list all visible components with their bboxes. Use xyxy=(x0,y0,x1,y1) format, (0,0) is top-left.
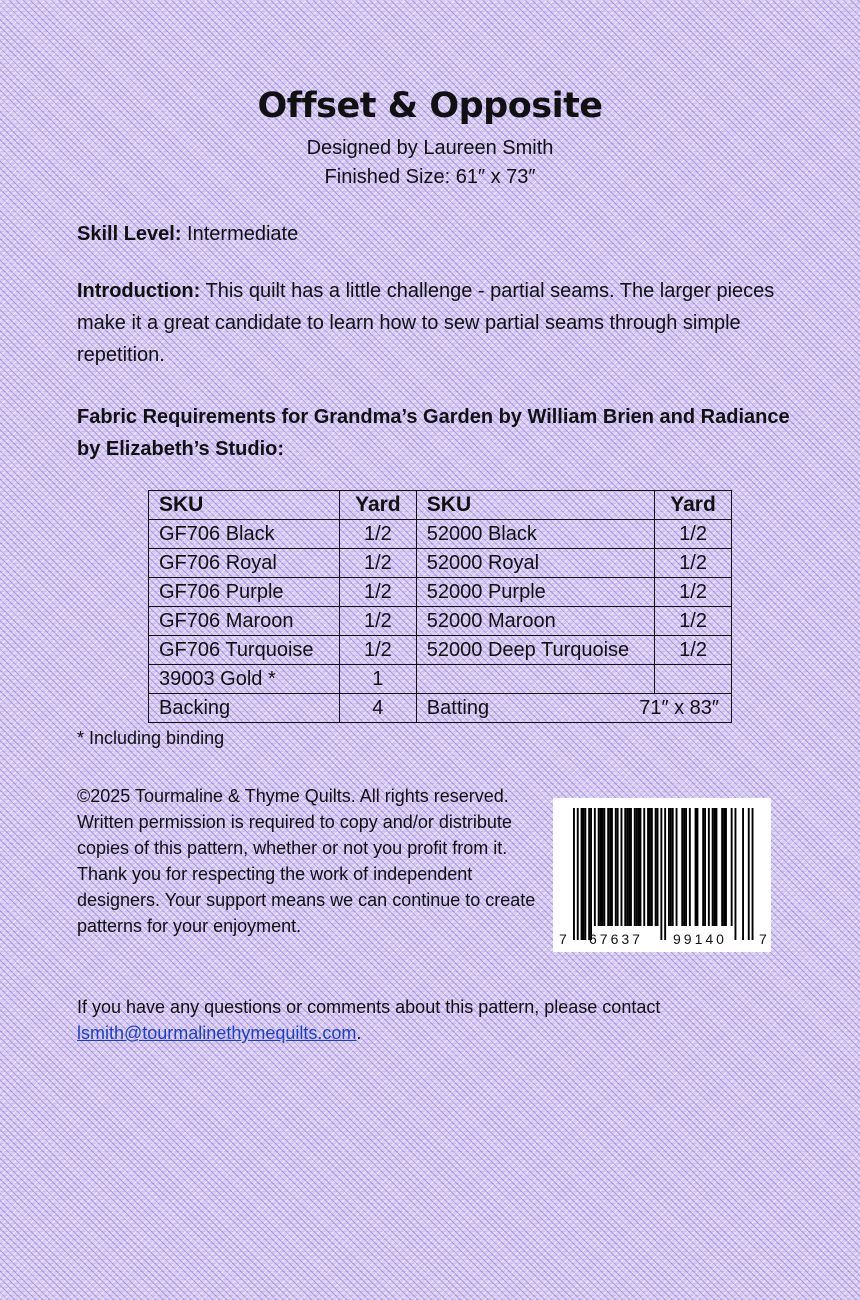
barcode-bar xyxy=(742,808,744,940)
barcode-bar xyxy=(735,808,737,940)
barcode-bar xyxy=(626,808,628,926)
table-footnote: * Including binding xyxy=(77,728,225,748)
barcode-bar xyxy=(607,808,609,926)
barcode-bar xyxy=(714,808,716,926)
barcode-bar xyxy=(670,808,672,926)
barcode-bar xyxy=(725,808,727,926)
contact-text: If you have any questions or comments about this pattern, please contact xyxy=(77,997,661,1017)
sku-cell: 52000 Royal xyxy=(416,549,654,578)
barcode-bar xyxy=(716,808,718,926)
table-row xyxy=(149,636,732,665)
yard-cell: 4 xyxy=(339,694,416,723)
yard-cell: 1/2 xyxy=(339,549,416,578)
barcode-bar xyxy=(708,808,710,926)
barcode-bar xyxy=(617,808,619,926)
barcode-check-digit: 7 xyxy=(759,931,767,947)
sku-cell: GF706 Turquoise xyxy=(149,636,340,665)
barcode-bar xyxy=(583,808,585,940)
sku-cell: GF706 Maroon xyxy=(149,607,340,636)
introduction xyxy=(77,275,807,371)
yard-cell: 1/2 xyxy=(339,578,416,607)
contact-end: . xyxy=(356,1023,362,1043)
yard-cell: 1/2 xyxy=(655,578,732,607)
barcode-bar xyxy=(621,808,623,926)
header-sku-1: SKU xyxy=(149,491,340,520)
yard-cell: 1 xyxy=(339,665,416,694)
barcode-bar xyxy=(681,808,683,926)
barcode-bar xyxy=(685,808,687,926)
batting-cell xyxy=(416,694,731,723)
barcode-bar xyxy=(651,808,653,926)
barcode-bar xyxy=(704,808,706,926)
barcode-bar xyxy=(603,808,605,926)
header-yard-2: Yard xyxy=(655,491,732,520)
designer-credit: Designed by Laureen Smith xyxy=(306,137,554,159)
barcode-bar xyxy=(676,808,678,926)
barcode-bar xyxy=(590,808,592,940)
sku-cell xyxy=(416,665,654,694)
yard-cell: 1/2 xyxy=(655,549,732,578)
barcode-bar xyxy=(630,808,632,926)
barcode-bar xyxy=(598,808,600,926)
upc-barcode xyxy=(553,798,771,952)
barcode-bar xyxy=(668,808,670,926)
sku-cell: GF706 Black xyxy=(149,520,340,549)
sku-cell: Backing xyxy=(149,694,340,723)
yard-cell: 1/2 xyxy=(339,520,416,549)
yard-cell: 1/2 xyxy=(655,607,732,636)
barcode-bar xyxy=(624,808,626,926)
table-row xyxy=(149,549,732,578)
barcode-bar xyxy=(672,808,674,926)
batting-size: 71″ x 83″ xyxy=(639,696,719,719)
skill-level-value: Intermediate xyxy=(181,223,299,245)
sku-cell: 52000 Deep Turquoise xyxy=(416,636,654,665)
barcode-bar xyxy=(649,808,651,926)
barcode-bar xyxy=(588,808,590,940)
barcode-first-digit: 7 xyxy=(559,931,567,947)
barcode-bar xyxy=(577,808,579,940)
barcode-bar xyxy=(615,808,617,926)
contact-info xyxy=(77,994,797,1046)
skill-level-label: Skill Level: xyxy=(77,223,182,245)
barcode-bar xyxy=(660,808,662,940)
barcode-bar xyxy=(664,808,666,940)
introduction-text: This quilt has a little challenge - partial seams. The larger pieces make it a great candidate to learn how to sew partial seams through simple repetition. xyxy=(77,280,775,366)
barcode-bar xyxy=(689,808,691,926)
contact-email-link[interactable]: lsmith@tourmalinethymequilts.com xyxy=(77,1023,357,1043)
barcode-bar xyxy=(640,808,642,926)
barcode-right-group: 99140 xyxy=(673,931,727,947)
barcode-bar xyxy=(655,808,657,926)
sku-cell: GF706 Purple xyxy=(149,578,340,607)
barcode-bar xyxy=(611,808,613,926)
table-row xyxy=(149,665,732,694)
copyright-notice: ©2025 Tourmaline & Thyme Quilts. All rights reserved. Written permission is required to copy and/or distribute copies of this pattern, whether or not you profit from it. Thank you for respecting the work of independent designers. Your support means we can continue to create patterns for your enjoyment. xyxy=(77,786,536,936)
barcode-bar xyxy=(712,808,714,926)
sku-cell: 52000 Maroon xyxy=(416,607,654,636)
table-row xyxy=(149,578,732,607)
barcode-bar xyxy=(647,808,649,926)
barcode-bar xyxy=(643,808,645,926)
barcode-bars xyxy=(553,798,771,952)
barcode-bar xyxy=(600,808,602,926)
barcode-bar xyxy=(584,808,586,940)
fabric-requirements-heading: Fabric Requirements for Grandma’s Garden by William Brien and Radiance by Elizabeth’s Studio: xyxy=(77,406,790,460)
table-row xyxy=(149,520,732,549)
table-header-row xyxy=(149,491,732,520)
barcode-bar xyxy=(602,808,604,926)
barcode-bar xyxy=(748,808,750,940)
finished-size: Finished Size: 61″ x 73″ xyxy=(324,166,536,188)
barcode-bar xyxy=(636,808,638,926)
fabric-requirements-table xyxy=(148,490,732,723)
barcode-bar xyxy=(752,808,754,940)
barcode-bar xyxy=(721,808,723,926)
sku-cell: 52000 Black xyxy=(416,520,654,549)
barcode-bar xyxy=(594,808,596,926)
table-row xyxy=(149,607,732,636)
barcode-bar xyxy=(731,808,733,926)
yard-cell xyxy=(655,665,732,694)
table-row-backing xyxy=(149,694,732,723)
introduction-label: Introduction: xyxy=(77,280,201,302)
barcode-bar xyxy=(628,808,630,926)
barcode-bar xyxy=(634,808,636,926)
sku-cell: GF706 Royal xyxy=(149,549,340,578)
header-sku-2: SKU xyxy=(416,491,654,520)
yard-cell: 1/2 xyxy=(339,607,416,636)
barcode-bar xyxy=(723,808,725,926)
barcode-bar xyxy=(683,808,685,926)
barcode-bar xyxy=(581,808,583,940)
yard-cell: 1/2 xyxy=(655,520,732,549)
sku-cell: 52000 Purple xyxy=(416,578,654,607)
barcode-bar xyxy=(702,808,704,926)
skill-level xyxy=(77,218,807,250)
barcode-bar xyxy=(657,808,659,926)
yard-cell: 1/2 xyxy=(339,636,416,665)
yard-cell: 1/2 xyxy=(655,636,732,665)
batting-label: Batting xyxy=(426,696,490,719)
sku-cell: 39003 Gold * xyxy=(149,665,340,694)
barcode-bar xyxy=(638,808,640,926)
barcode-bar xyxy=(695,808,697,926)
barcode-bar xyxy=(609,808,611,926)
barcode-left-group: 67637 xyxy=(589,931,643,947)
barcode-bar xyxy=(573,808,575,940)
barcode-bar xyxy=(697,808,699,926)
header-yard-1: Yard xyxy=(339,491,416,520)
pattern-title: Offset & Opposite xyxy=(257,86,603,126)
